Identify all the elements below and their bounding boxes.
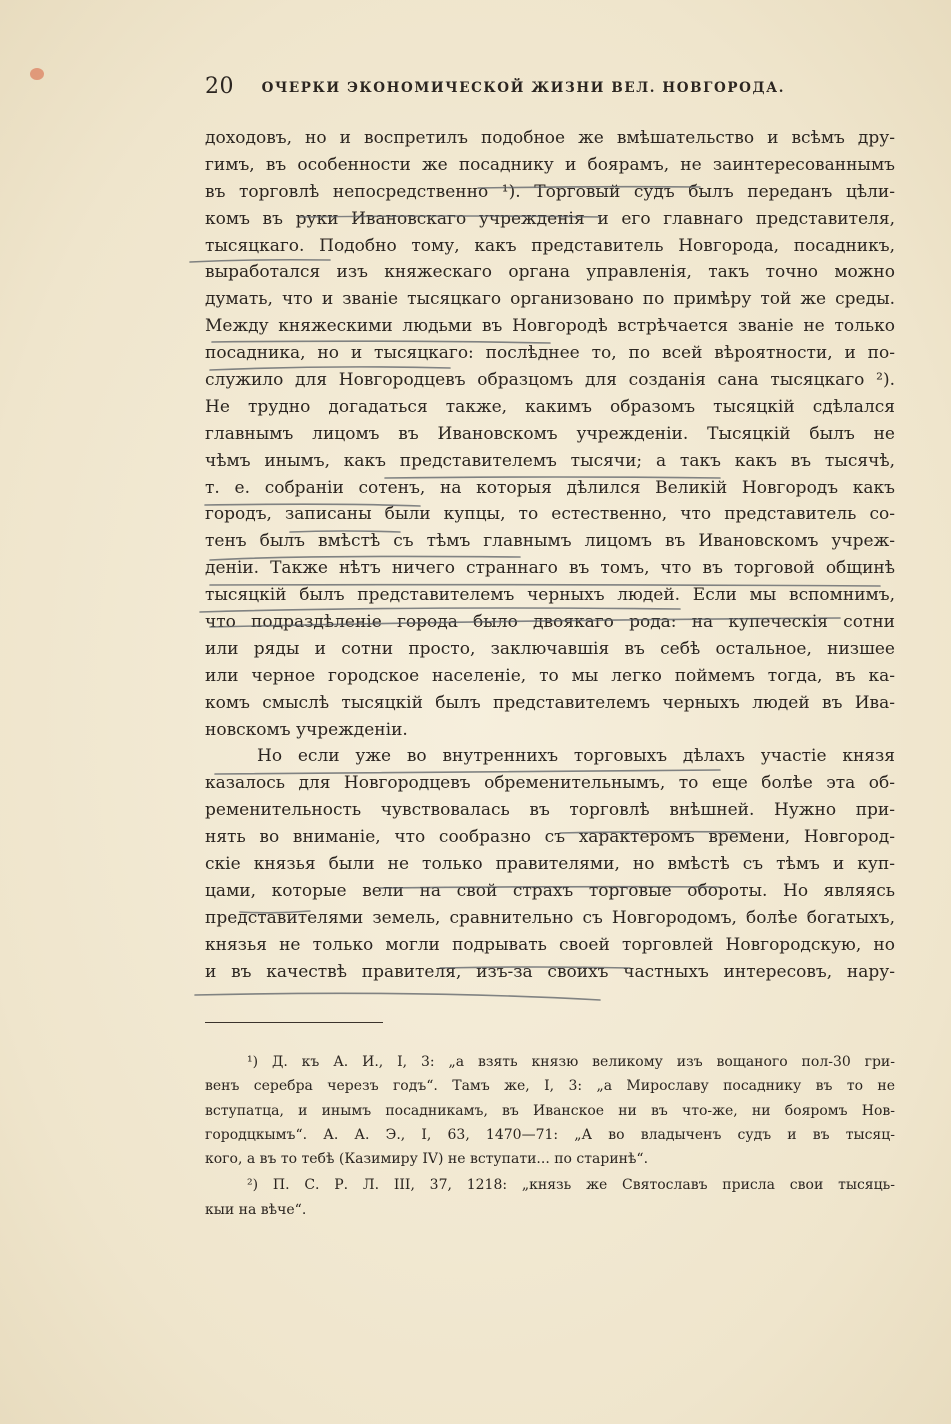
- footnotes: [205, 1050, 895, 1222]
- footnote-line: кого, а въ то тебѣ (Казимиру IV) не вступати... по старинѣ“.: [205, 1151, 649, 1168]
- main-text: [205, 125, 895, 986]
- text-line: скіе князья были не только правителями, но вмѣстѣ съ тѣмъ и куп-: [205, 854, 895, 875]
- text-line: служило для Новгородцевъ образцомъ для созданія сана тысяцкаго ²).: [205, 370, 895, 391]
- text-line: въ торговлѣ непосредственно ¹). Торговый судъ былъ переданъ цѣли-: [205, 181, 895, 202]
- footnote-line: кыи на вѣче“.: [205, 1201, 307, 1218]
- text-line: ременительность чувствовалась въ торговлѣ внѣшней. Нужно при-: [205, 800, 895, 821]
- footnote-line: венъ серебра черезъ годъ“. Тамъ же, I, 3: „а Мирославу посаднику въ то не: [205, 1078, 895, 1095]
- text-line: деніи. Также нѣтъ ничего страннаго въ томъ, что въ торговой общинѣ: [205, 558, 895, 579]
- text-line: или ряды и сотни просто, заключавшія въ себѣ остальное, низшее: [205, 638, 895, 659]
- text-line: Не трудно догадаться также, какимъ образомъ тысяцкій сдѣлался: [205, 396, 895, 417]
- text-line: Между княжескими людьми въ Новгородѣ встрѣчается званіе не только: [205, 316, 895, 337]
- text-line: князья не только могли подрывать своей торговлей Новгородскую, но: [205, 934, 895, 955]
- text-line: что подраздѣленіе города было двоякаго рода: на купеческія сотни: [205, 612, 895, 633]
- text-line: чѣмъ инымъ, какъ представителемъ тысячи; а такъ какъ въ тысячѣ,: [205, 450, 895, 471]
- text-line: казалось для Новгородцевъ обременительнымъ, то еще болѣе эта об-: [205, 773, 895, 794]
- text-line: нять во вниманіе, что сообразно съ характеромъ времени, Новгород-: [205, 827, 895, 848]
- text-line: т. е. собраніи сотенъ, на которыя дѣлился Великій Новгородъ какъ: [205, 477, 895, 498]
- text-line: гимъ, въ особенности же посаднику и боярамъ, не заинтересованнымъ: [205, 154, 895, 175]
- footnote-1: [205, 1050, 895, 1171]
- text-line: новскомъ учрежденіи.: [205, 719, 408, 740]
- text-line: посадника, но и тысяцкаго: послѣднее то, по всей вѣроятности, и по-: [205, 343, 895, 364]
- text-line: тысяцкаго. Подобно тому, какъ представитель Новгорода, посадникъ,: [205, 235, 895, 256]
- text-line: комъ смыслѣ тысяцкій былъ представителемъ черныхъ людей въ Ива-: [205, 692, 895, 713]
- text-line: доходовъ, но и воспретилъ подобное же вмѣшательство и всѣмъ дру-: [205, 128, 895, 148]
- text-line: тенъ былъ вмѣстѣ съ тѣмъ главнымъ лицомъ въ Ивановскомъ учреж-: [205, 531, 895, 552]
- footnote-line: ²) П. С. Р. Л. III, 37, 1218: „князь же Святославъ присла свои тысяць-: [247, 1177, 895, 1194]
- text-line: выработался изъ княжескаго органа управленія, такъ точно можно: [205, 262, 895, 283]
- text-line: главнымъ лицомъ въ Ивановскомъ учрежденіи. Тысяцкій былъ не: [205, 423, 895, 444]
- footnote-2: [205, 1173, 895, 1222]
- footnote-line: вступатца, и инымъ посадникамъ, въ Иванское ни въ что-же, ни бояромъ Нов-: [205, 1102, 895, 1119]
- text-line: городъ, записаны были купцы, то естественно, что представитель со-: [205, 504, 895, 525]
- text-line: тысяцкій былъ представителемъ черныхъ людей. Если мы вспомнимъ,: [205, 585, 895, 606]
- paragraph-1: [205, 125, 895, 743]
- footnote-rule: [205, 1022, 383, 1023]
- text-line: думать, что и званіе тысяцкаго организовано по примѣру той же среды.: [205, 289, 895, 310]
- paragraph-2: [205, 743, 895, 985]
- text-line: комъ въ руки Ивановскаго учрежденія и его главнаго представителя,: [205, 208, 895, 229]
- text-line: цами, которые вели на свой страхъ торговые обороты. Но являясь: [205, 880, 895, 901]
- footnote-line: городцкымъ“. А. А. Э., I, 63, 1470—71: „А во владыченъ судъ и въ тысяц-: [205, 1126, 895, 1143]
- running-title: ОЧЕРКИ ЭКОНОМИЧЕСКОЙ ЖИЗНИ ВЕЛ. НОВГОРОДА.: [261, 80, 785, 96]
- page-number: 20: [205, 74, 234, 99]
- text-line: представителями земель, сравнительно съ Новгородомъ, болѣе богатыхъ,: [205, 907, 895, 928]
- text-line: и въ качествѣ правителя, изъ-за своихъ частныхъ интересовъ, нару-: [205, 961, 895, 982]
- footnote-line: ¹) Д. къ А. И., I, 3: „а взять князю великому изъ вощаного пол-30 гри-: [247, 1054, 895, 1070]
- page-header: [205, 74, 785, 104]
- ink-smudge: [30, 68, 44, 80]
- text-line: или черное городское населеніе, то мы легко поймемъ тогда, въ ка-: [205, 665, 895, 686]
- text-line: Но если уже во внутреннихъ торговыхъ дѣлахъ участіе князя: [257, 746, 895, 767]
